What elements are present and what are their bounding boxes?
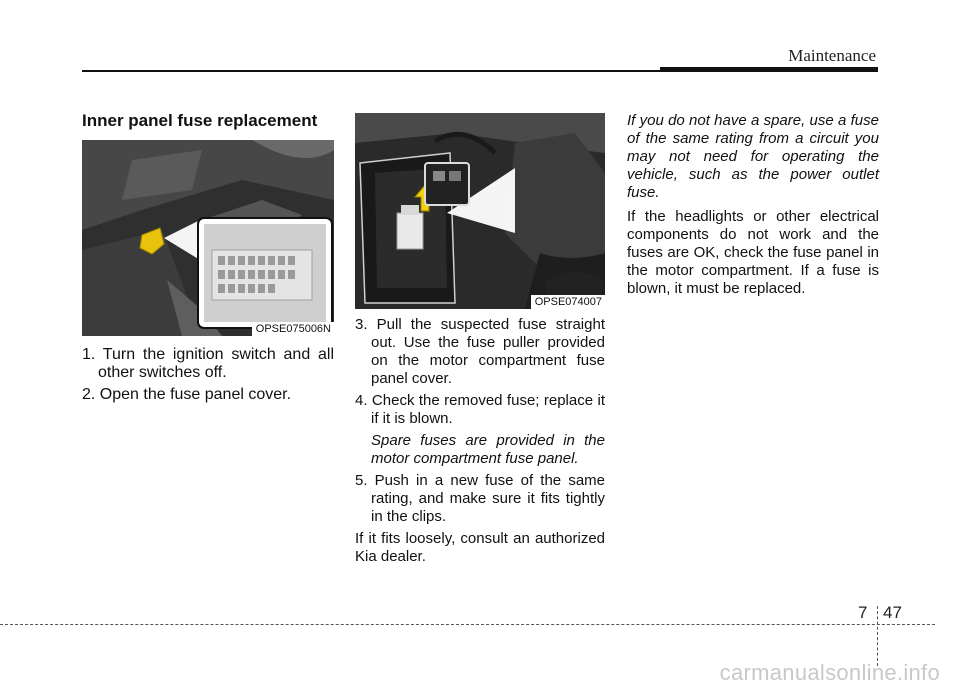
step-item: 3. Pull the suspected fuse straight out. Use the fuse puller provided on the motor compartment fuse panel cover. <box>355 316 605 387</box>
spare-fuse-note: Spare fuses are provided in the motor compartment fuse panel. <box>371 432 605 467</box>
watermark: carmanualsonline.info <box>719 660 940 685</box>
figure-caption: OPSE074007 <box>531 295 605 309</box>
page-header-title: Maintenance <box>788 46 876 65</box>
step-item: 4. Check the removed fuse; replace it if it is blown. <box>355 392 605 427</box>
step-list-col1 <box>82 346 334 408</box>
inner-fuse-panel-photo <box>82 140 334 336</box>
header-rule-accent <box>660 67 878 72</box>
chapter-number: 7 <box>858 603 868 622</box>
step-list-col2b <box>355 472 605 526</box>
section-heading: Inner panel fuse replacement <box>82 111 318 130</box>
step-list-col2 <box>355 316 605 428</box>
motor-compartment-photo <box>355 113 605 309</box>
step-item: 5. Push in a new fuse of the same rating, and make sure it fits tightly in the clips. <box>355 472 605 525</box>
step-item: 2. Open the fuse panel cover. <box>82 386 292 403</box>
figure-motor-compartment-fuse-panel <box>355 113 605 309</box>
header-rule <box>82 70 662 72</box>
dealer-note: If it fits loosely, consult an authorized Kia dealer. <box>355 530 605 565</box>
step-item: 1. Turn the ignition switch and all other switches off. <box>82 346 334 381</box>
figure-inner-fuse-panel <box>82 140 334 336</box>
headlights-note: If the headlights or other electrical components do not work and the fuses are OK, check the fuse panel in the motor compartment. If a fuse is blown, it must be replaced. <box>627 208 879 297</box>
figure-caption: OPSE075006N <box>252 322 334 336</box>
page-number: 47 <box>883 603 902 622</box>
footer-divider <box>877 606 878 666</box>
column-3-text <box>627 112 879 302</box>
footer-rule <box>0 624 935 625</box>
column-2-text <box>355 316 605 570</box>
no-spare-note: If you do not have a spare, use a fuse of the same rating from a circuit you may not need for operating the vehicle, such as the power outlet fuse. <box>627 112 879 201</box>
